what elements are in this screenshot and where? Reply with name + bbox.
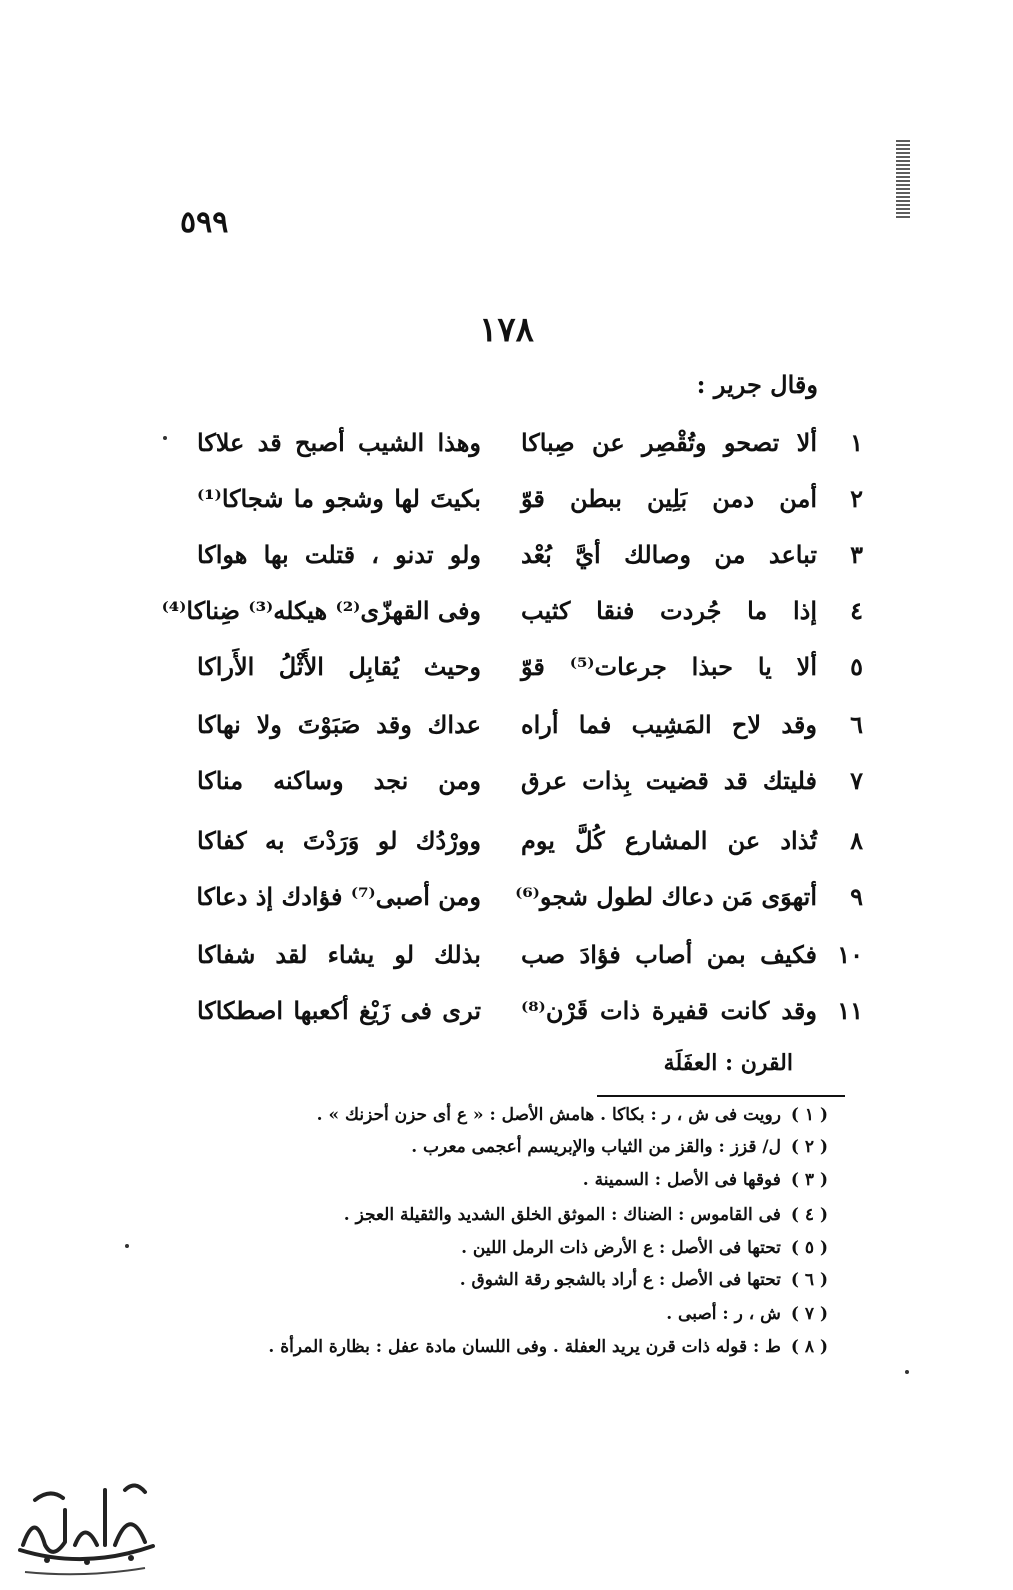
footnote-number: ( ٤ ) bbox=[790, 1205, 828, 1225]
verse-first-hemistich: ألا تصحو وتُقْصِر عن صِباكا bbox=[521, 428, 817, 457]
verse-second-hemistich: وهذا الشيب أصبح قد علاكا bbox=[197, 428, 481, 457]
verse-first-hemistich: وقد كانت قفيرة ذات قَرْن⁽⁸⁾ bbox=[521, 996, 817, 1025]
verse-first-hemistich: تباعد من وصالك أيَّ بُعْد bbox=[521, 540, 817, 569]
verse-number: ١ bbox=[850, 428, 863, 457]
page-number: ٥٩٩ bbox=[180, 205, 229, 240]
verse-line bbox=[0, 428, 1013, 468]
verse-line bbox=[0, 940, 1013, 980]
scan-margin-mark bbox=[896, 140, 910, 220]
footnote-number: ( ٢ ) bbox=[790, 1137, 828, 1157]
verse-second-hemistich: ترى فى زَيْغ أكعبها اصطكاكا bbox=[197, 996, 481, 1025]
footnote bbox=[344, 1205, 828, 1233]
verse-number: ٨ bbox=[850, 826, 863, 855]
verse-second-hemistich: ومن نجد وساكنه مناكا bbox=[197, 766, 481, 795]
footnote-number: ( ٣ ) bbox=[790, 1170, 828, 1190]
footnote-number: ( ٨ ) bbox=[790, 1337, 828, 1357]
footnote-number: ( ٧ ) bbox=[790, 1304, 828, 1324]
verse-line bbox=[0, 652, 1013, 692]
verse-number: ١٠ bbox=[837, 940, 863, 969]
verse-second-hemistich: وحيث يُقابِل الأَثْلُ الأَراكا bbox=[197, 652, 481, 681]
footnote-number: ( ١ ) bbox=[790, 1105, 828, 1125]
footnote-text: ل/ قزز : والقز من الثياب والإبريسم أعجمى معرب . bbox=[411, 1137, 781, 1157]
library-stamp-logo bbox=[5, 1450, 165, 1580]
verse-number: ٥ bbox=[850, 652, 863, 681]
poem-number: ١٧٨ bbox=[479, 310, 534, 350]
footnote-divider bbox=[597, 1095, 845, 1097]
verse-second-hemistich: بكيتَ لها وشجو ما شجاكا⁽¹⁾ bbox=[197, 484, 481, 513]
verse-first-hemistich: ألا يا حبذا جرعات⁽⁵⁾ قوّ bbox=[521, 652, 818, 681]
footnote bbox=[583, 1170, 828, 1198]
footnote bbox=[317, 1105, 828, 1133]
footnote-text: تحتها فى الأصل : ع أراد بالشجو رقة الشوق . bbox=[459, 1270, 781, 1290]
verse-second-hemistich: عداك وقد صَبَوْتَ ولا نهاكا bbox=[197, 710, 481, 739]
footnote-text: تحتها فى الأصل : ع الأرض ذات الرمل اللين . bbox=[461, 1238, 781, 1258]
scan-speck bbox=[125, 1244, 129, 1248]
verse-number: ٢ bbox=[850, 484, 863, 513]
verse-second-hemistich: وورْدُك لو وَرَدْتَ به كفاكا bbox=[197, 826, 481, 855]
verse-number: ٦ bbox=[850, 710, 863, 739]
verse-first-hemistich: فكيف بمن أصاب فؤادَ صب bbox=[521, 940, 817, 969]
verse-line bbox=[0, 596, 1013, 636]
footnote bbox=[461, 1238, 828, 1266]
footnote-text: فوقها فى الأصل : السمينة . bbox=[582, 1170, 781, 1190]
scan-speck bbox=[905, 1370, 909, 1374]
verse-second-hemistich: وفى القهزّى⁽²⁾ هيكله⁽³⁾ ضِناكا⁽⁴⁾ bbox=[161, 596, 481, 625]
verse-first-hemistich: أمن دمن بَلِين ببطن قوّ bbox=[521, 484, 817, 513]
verse-number: ٣ bbox=[850, 540, 863, 569]
verse-first-hemistich: وقد لاح المَشِيب فما أراه bbox=[521, 710, 817, 739]
footnote-text: فى القاموس : الضناك : الموثق الخلق الشديد والثقيلة العجز . bbox=[343, 1205, 781, 1225]
verse-first-hemistich: إذا ما جُردت فنقا كثيب bbox=[521, 596, 817, 625]
footnote bbox=[666, 1304, 828, 1332]
footnote-text: ط : قوله ذات قرن يريد العفلة . وفى اللسان مادة عفل : بظارة المرأة . bbox=[268, 1337, 781, 1357]
verse-second-hemistich: ولو تدنو ، قتلت بها هواكا bbox=[197, 540, 481, 569]
verse-line bbox=[0, 710, 1013, 750]
verse-line bbox=[0, 540, 1013, 580]
gloss-note: القرن : العفَلَة bbox=[663, 1050, 793, 1076]
footnote bbox=[268, 1337, 828, 1365]
verse-number: ٧ bbox=[850, 766, 863, 795]
verse-number: ٩ bbox=[850, 882, 863, 911]
verse-number: ١١ bbox=[837, 996, 863, 1025]
verse-line bbox=[0, 766, 1013, 806]
verse-line bbox=[0, 996, 1013, 1036]
poem-intro: وقال جرير : bbox=[696, 370, 818, 399]
verse-line bbox=[0, 882, 1013, 922]
footnote-number: ( ٦ ) bbox=[790, 1270, 828, 1290]
verse-first-hemistich: تُذاد عن المشارع كُلَّ يوم bbox=[521, 826, 817, 855]
footnote-number: ( ٥ ) bbox=[790, 1238, 828, 1258]
verse-line bbox=[0, 484, 1013, 524]
verse-number: ٤ bbox=[850, 596, 863, 625]
footnote-text: ش ، ر : أصبى . bbox=[666, 1304, 781, 1324]
footnote-text: رويت فى ش ، ر : بكاكا . هامش الأصل : « ع أى حزن أحزنك » . bbox=[316, 1105, 781, 1125]
verse-second-hemistich: ومن أصبى⁽⁷⁾ فؤادك إذ دعاكا bbox=[196, 882, 481, 911]
footnote bbox=[460, 1270, 828, 1298]
verse-second-hemistich: بذلك لو يشاء لقد شفاكا bbox=[197, 940, 481, 969]
verse-first-hemistich: فليتك قد قضيت بِذات عرق bbox=[521, 766, 817, 795]
footnote bbox=[411, 1137, 828, 1165]
verse-first-hemistich: أتهوَى مَن دعاك لطول شجو⁽⁶⁾ bbox=[515, 882, 817, 911]
verse-line bbox=[0, 826, 1013, 866]
